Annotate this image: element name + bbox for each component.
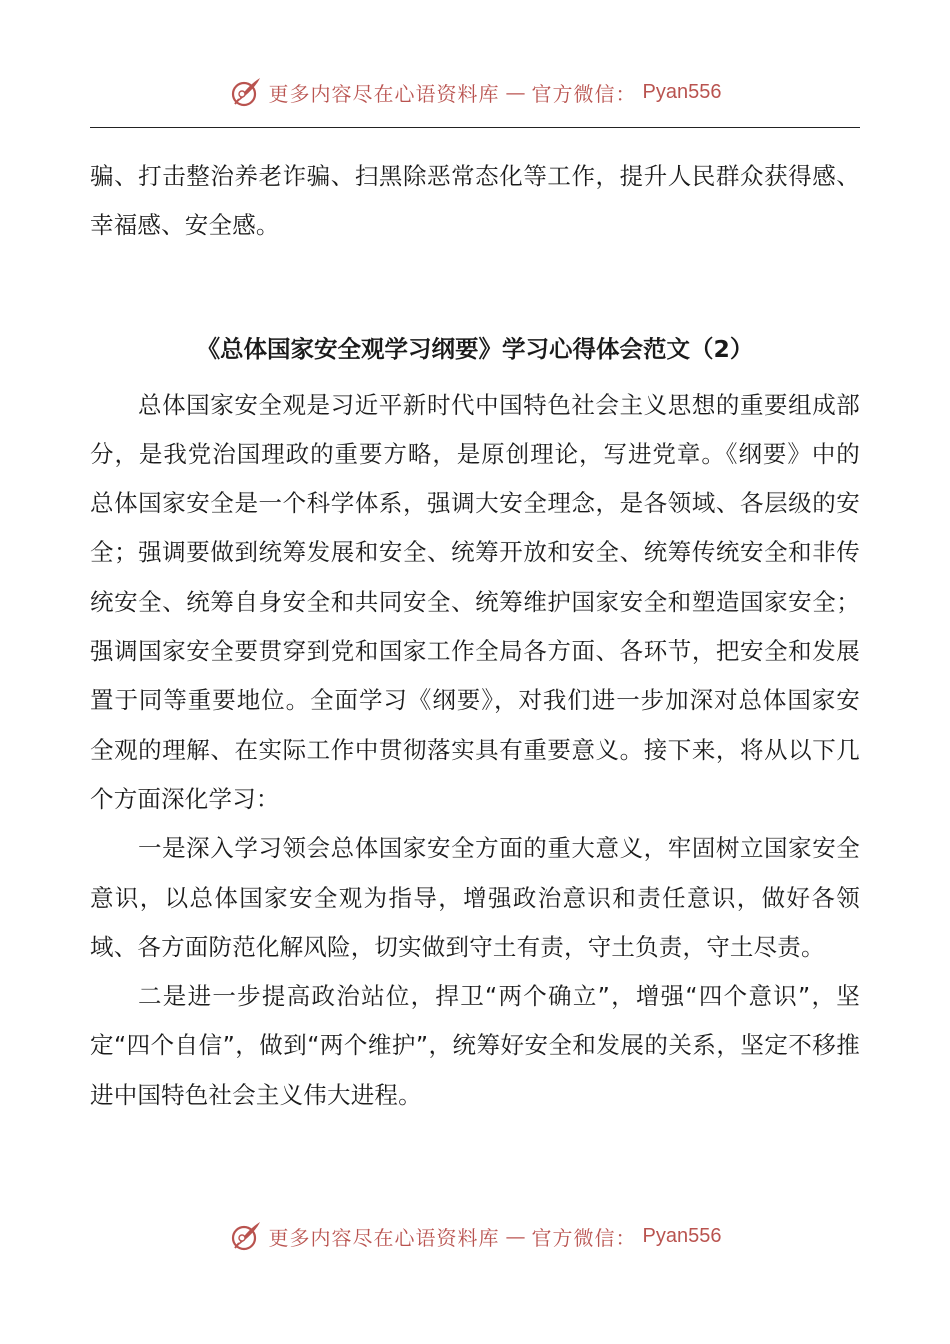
header-rule <box>90 127 860 128</box>
footer-separator: — <box>505 1224 526 1248</box>
body-paragraph: 总体国家安全观是习近平新时代中国特色社会主义思想的重要组成部分，是我党治国理政的重要方略，是原创理论，写进党章。《纲要》中的总体国家安全是一个科学体系，强调大安全理念，是各领域、各层级的安全；强调要做到统筹发展和安全、统筹开放和安全、统筹传统安全和非传统安全、统筹自身安全和共同安全、统筹维护国家安全和塑造国家安全；强调国家安全要贯穿到党和国家工作全局各方面、各环节，把安全和发展置于同等重要地位。全面学习《纲要》，对我们进一步加深对总体国家安全观的理解、在实际工作中贯彻落实具有重要意义。接下来，将从以下几个方面深化学习： <box>90 390 860 813</box>
header-brand <box>229 75 722 109</box>
header-wechat-label: 官方微信： <box>531 81 637 106</box>
footer-wechat-label: 官方微信： <box>531 1225 637 1250</box>
section-spacer <box>90 251 860 325</box>
page-header <box>0 72 950 112</box>
continued-paragraph: 骗、打击整治养老诈骗、扫黑除恶常态化等工作，提升人民群众获得感、幸福感、安全感。 <box>90 162 860 240</box>
quill-pen-circle-logo-icon <box>229 75 263 109</box>
page-footer <box>0 1216 950 1256</box>
body-paragraph: 一是深入学习领会总体国家安全方面的重大意义，牢固树立国家安全意识，以总体国家安全观为指导，增强政治意识和责任意识，做好各领域、各方面防范化解风险，切实做到守土有责，守土负责，守土尽责。 <box>90 834 860 961</box>
document-body <box>90 152 860 1120</box>
body-paragraph: 二是进一步提高政治站位，捍卫“两个确立”，增强“四个意识”，坚定“四个自信”，做到“两个维护”，统筹好安全和发展的关系，坚定不移推进中国特色社会主义伟大进程。 <box>90 982 860 1109</box>
footer-brand <box>229 1219 722 1253</box>
footer-wechat-id: Pyan556 <box>642 1224 722 1247</box>
header-wechat-id: Pyan556 <box>642 80 722 103</box>
header-separator: — <box>505 80 526 104</box>
footer-brand-text: 更多内容尽在心语资料库 <box>268 1225 500 1250</box>
header-brand-text: 更多内容尽在心语资料库 <box>268 81 500 106</box>
section-title: 《总体国家安全观学习纲要》学习心得体会范文（2） <box>196 334 754 363</box>
quill-pen-circle-logo-icon <box>229 1219 263 1253</box>
